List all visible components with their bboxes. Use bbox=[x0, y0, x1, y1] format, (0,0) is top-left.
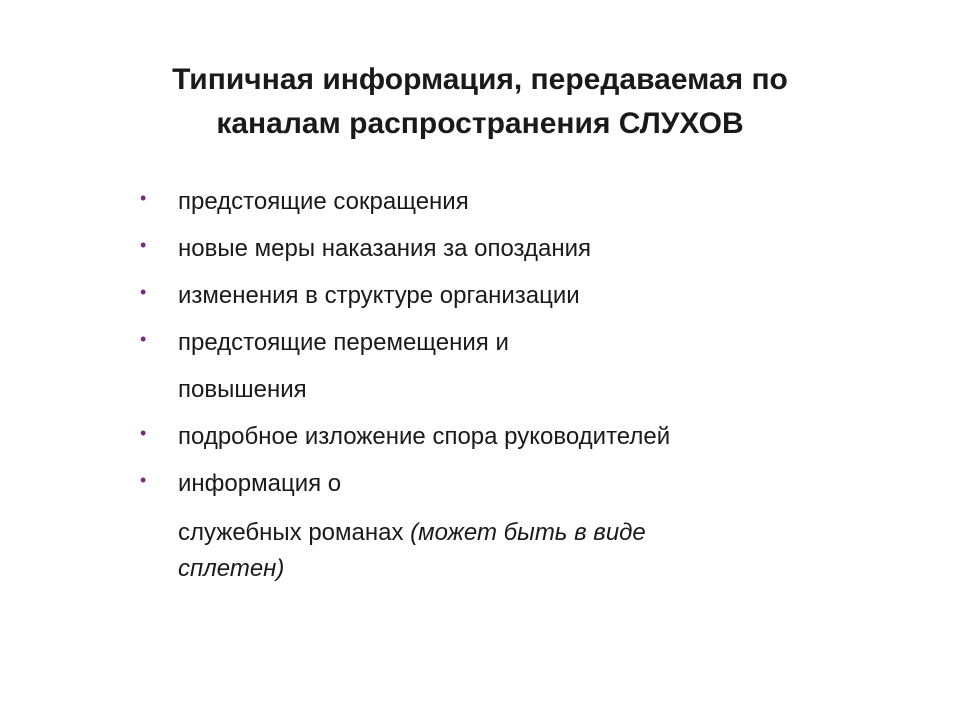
slide-title bbox=[60, 58, 900, 146]
list-item bbox=[140, 225, 840, 272]
list-item-continuation-italic-2: сплетен) bbox=[178, 555, 285, 582]
list-item-text: изменения в структуре организации bbox=[178, 282, 580, 309]
list-item bbox=[140, 178, 840, 225]
bullet-icon: • bbox=[140, 188, 147, 208]
list-item-text: новые меры наказания за опоздания bbox=[178, 235, 592, 262]
bullet-icon: • bbox=[140, 423, 147, 443]
list-item bbox=[140, 319, 840, 413]
bullet-list bbox=[140, 178, 840, 587]
list-item bbox=[140, 413, 840, 460]
bullet-icon: • bbox=[140, 329, 147, 349]
bullet-icon: • bbox=[140, 470, 147, 490]
list-item-continuation-plain: служебных романах bbox=[178, 519, 411, 546]
list-item-text: информация о bbox=[178, 470, 342, 497]
list-item bbox=[140, 460, 840, 587]
list-item-text: предстоящие сокращения bbox=[178, 188, 469, 215]
list-item-text: подробное изложение спора руководителей bbox=[178, 423, 671, 450]
bullet-icon: • bbox=[140, 235, 147, 255]
list-item-text: предстоящие перемещения и bbox=[178, 329, 509, 356]
list-item bbox=[140, 272, 840, 319]
bullet-icon: • bbox=[140, 282, 147, 302]
slide-title-line-2: каналам распространения СЛУХОВ bbox=[216, 107, 744, 140]
list-item-continuation: повышения bbox=[178, 376, 307, 403]
list-item-continuation bbox=[178, 515, 840, 587]
list-item-continuation-italic: (может быть в виде bbox=[410, 519, 646, 546]
slide-title-line-1: Типичная информация, передаваемая по bbox=[172, 63, 788, 96]
